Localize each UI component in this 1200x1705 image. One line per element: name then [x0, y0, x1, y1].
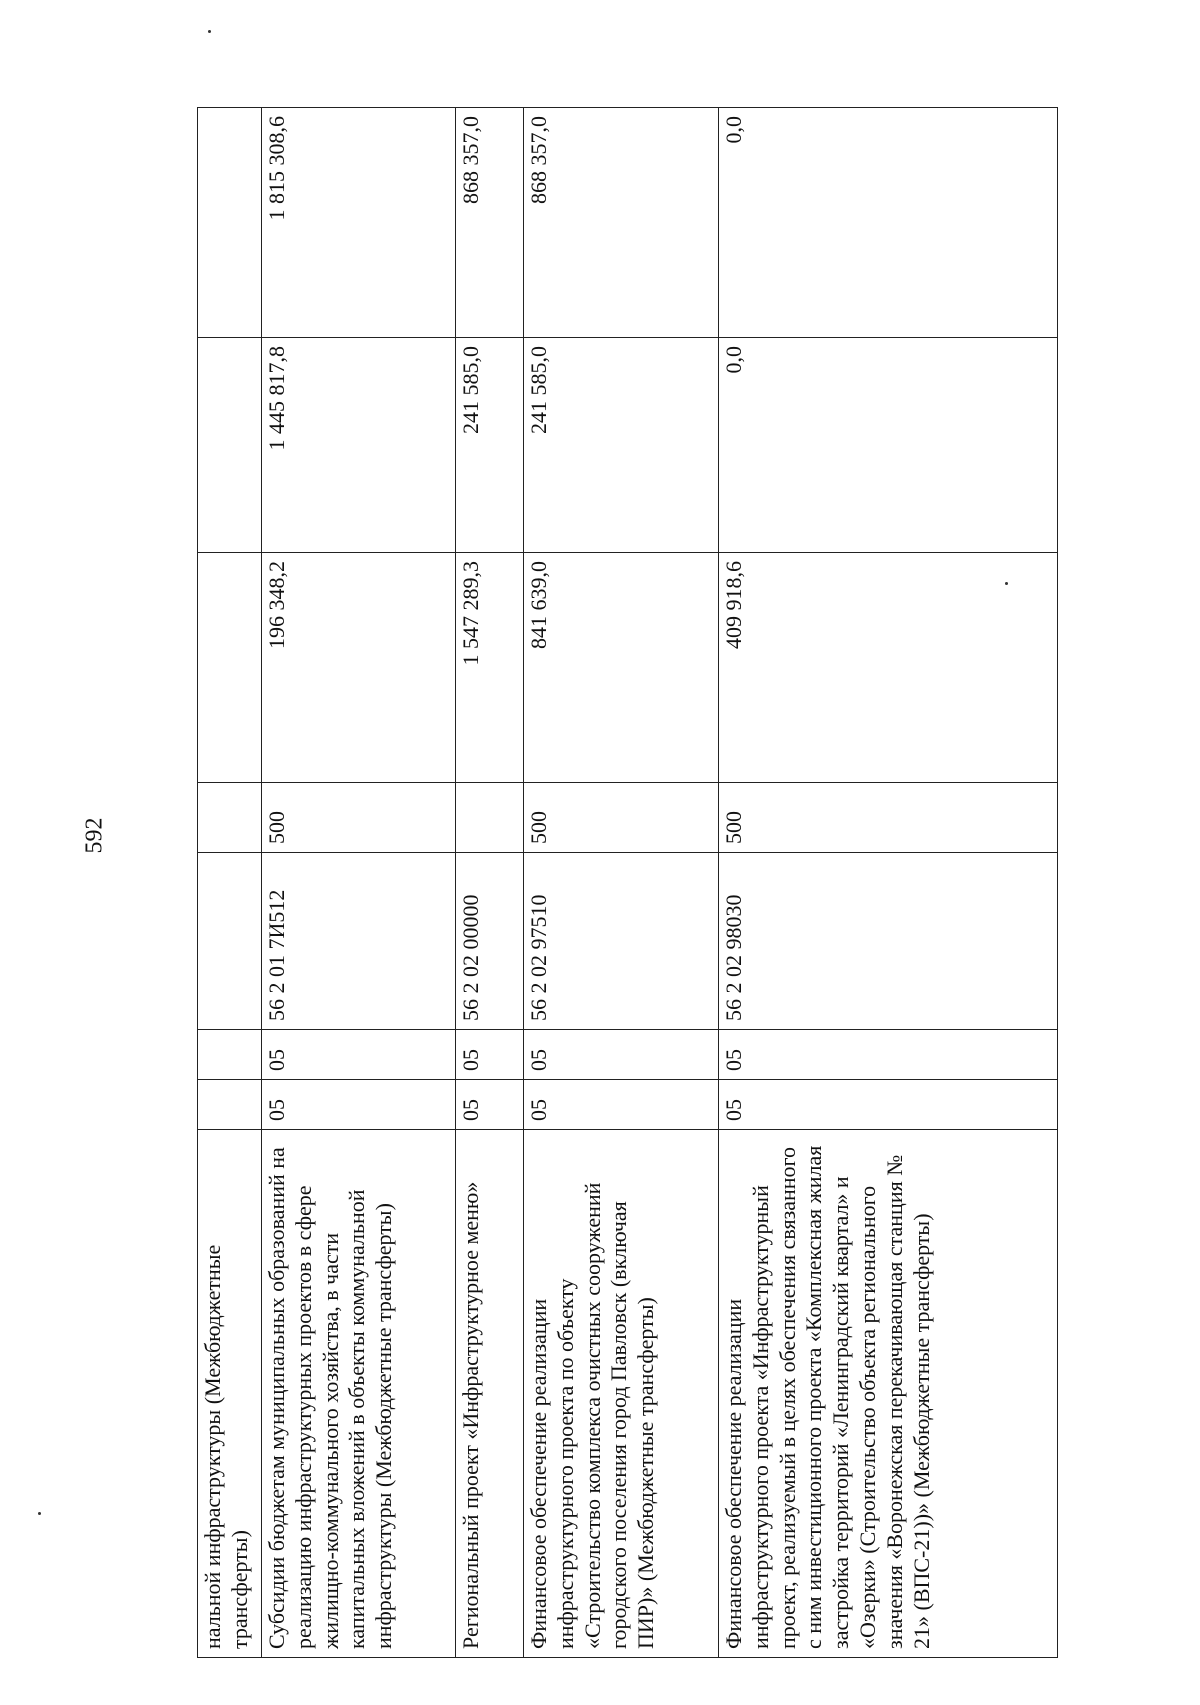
value-2023-cell: [198, 338, 262, 553]
value-2024-cell: 868 357,0: [456, 108, 524, 338]
razdel-cell: 05: [262, 1080, 456, 1130]
row-name: Региональный проект «Инфраструктурное меню»: [456, 1130, 524, 1658]
csr-cell: 56 2 02 00000: [456, 853, 524, 1030]
value-2023-cell: 1 445 817,8: [262, 338, 456, 553]
value-2024-cell: 1 815 308,6: [262, 108, 456, 338]
value-2023-cell: 241 585,0: [456, 338, 524, 553]
value-2024-cell: 0,0: [719, 108, 1058, 338]
podrazdel-cell: 05: [524, 1030, 719, 1080]
podrazdel-cell: 05: [719, 1030, 1058, 1080]
table-row: [456, 108, 524, 1658]
scan-speck: [38, 1512, 41, 1515]
razdel-cell: [198, 1080, 262, 1130]
table-row: [198, 108, 262, 1658]
value-2023-cell: 0,0: [719, 338, 1058, 553]
row-name: Финансовое обеспечение реализации инфраструктурного проекта «Инфраструктурный проект, реализуемый в целях обеспечения связанного с ним инвестиционного проекта «Комплексная жилая застройка территорий «Ленинградский квартал» и «Озерки» (Строительство объекта регионального значения «Воронежская перекачивающая станция № 21» (ВПС-21))» (Межбюджетные трансферты): [719, 1130, 1058, 1658]
csr-cell: 56 2 02 97510: [524, 853, 719, 1030]
value-2022-cell: 409 918,6: [719, 553, 1058, 783]
row-name: Финансовое обеспечение реализации инфраструктурного проекта по объекту «Строительство комплекса очистных сооружений городского поселения город Павловск (включая ПИР)» (Межбюджетные трансферты): [524, 1130, 719, 1658]
table-container: [197, 108, 1057, 1658]
value-2022-cell: 196 348,2: [262, 553, 456, 783]
podrazdel-cell: [198, 1030, 262, 1080]
value-2022-cell: [198, 553, 262, 783]
vr-cell: 500: [524, 783, 719, 853]
row-name: Субсидии бюджетам муниципальных образований на реализацию инфраструктурных проектов в сфере жилищно-коммунального хозяйства, в части капитальных вложений в объекты коммунальной инфраструктуры (Межбюджетные трансферты): [262, 1130, 456, 1658]
table-row: [262, 108, 456, 1658]
vr-cell: [198, 783, 262, 853]
podrazdel-cell: 05: [456, 1030, 524, 1080]
row-name: нальной инфраструктуры (Межбюджетные трансферты): [198, 1130, 262, 1658]
table-row: [524, 108, 719, 1658]
csr-cell: 56 2 01 7И512: [262, 853, 456, 1030]
vr-cell: [456, 783, 524, 853]
budget-table: [197, 107, 1058, 1658]
vr-cell: 500: [262, 783, 456, 853]
page-number: 592: [81, 817, 108, 854]
podrazdel-cell: 05: [262, 1030, 456, 1080]
value-2023-cell: 241 585,0: [524, 338, 719, 553]
vr-cell: 500: [719, 783, 1058, 853]
scan-speck: [208, 30, 211, 33]
csr-cell: 56 2 02 98030: [719, 853, 1058, 1030]
razdel-cell: 05: [456, 1080, 524, 1130]
value-2022-cell: 841 639,0: [524, 553, 719, 783]
value-2024-cell: 868 357,0: [524, 108, 719, 338]
razdel-cell: 05: [524, 1080, 719, 1130]
table-row: [719, 108, 1058, 1658]
csr-cell: [198, 853, 262, 1030]
razdel-cell: 05: [719, 1080, 1058, 1130]
value-2022-cell: 1 547 289,3: [456, 553, 524, 783]
value-2024-cell: [198, 108, 262, 338]
